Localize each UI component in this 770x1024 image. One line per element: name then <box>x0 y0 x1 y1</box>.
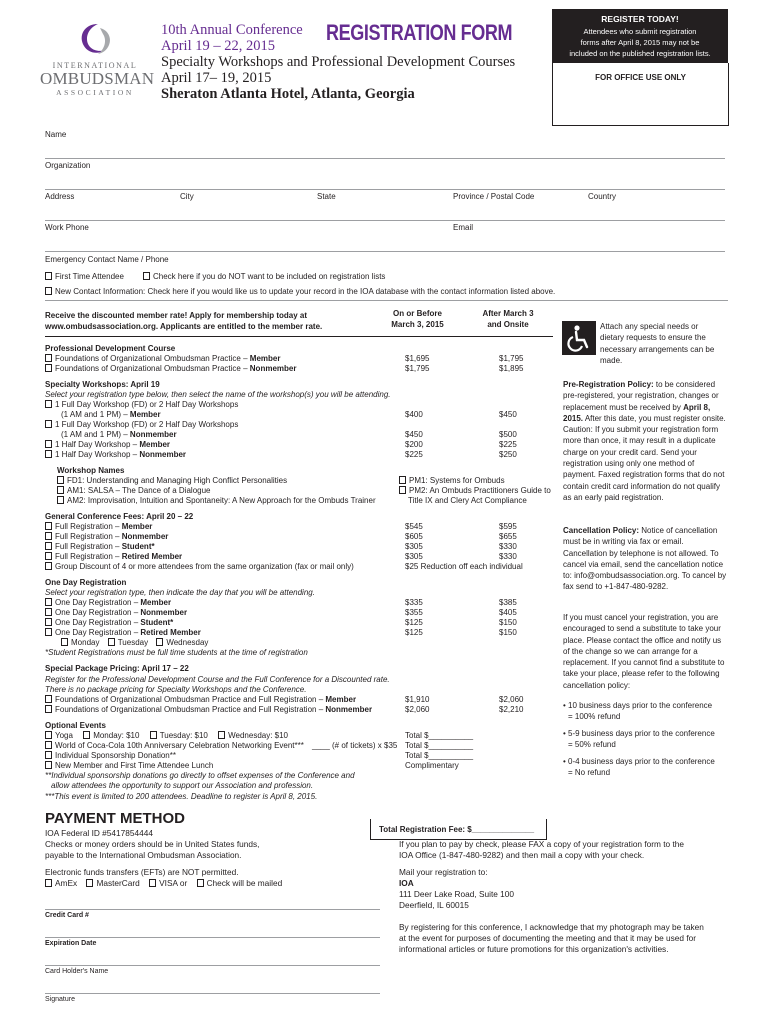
world-of-coca-cola-option[interactable]: World of Coca-Cola 10th Anniversary Celebration Networking Event*** <box>45 741 304 751</box>
first-time-label: First Time Attendee <box>55 272 124 281</box>
price: $450 <box>499 410 517 419</box>
lunch-complimentary: Complimentary <box>405 761 459 770</box>
option-label: 1 Full Day Workshop (FD) or 2 Half Day Workshops <box>55 400 239 409</box>
price: $450 <box>405 430 423 439</box>
student-note: *Student Registrations must be full time students at the time of registration <box>45 648 308 657</box>
checkbox-icon <box>45 440 52 448</box>
pdc-heading: Professional Development Course <box>45 344 176 353</box>
option-label-cont: (1 AM and 1 PM) – Nonmember <box>61 430 177 439</box>
checkbox-icon <box>149 879 156 887</box>
package-heading: Special Package Pricing: April 17 – 22 <box>45 664 189 673</box>
package-instructions-2: There is no package pricing for Specialty Workshops and the Conference. <box>45 685 307 694</box>
cancellation-heading: Cancellation Policy: <box>563 526 640 535</box>
general-group-option[interactable]: Group Discount of 4 or more attendees from the same organization (fax or mail only) <box>45 562 354 572</box>
cancellation-policy: Cancellation Policy: Notice of cancellation must be in writing via fax or email. Cancellation by telephone is not allowed. To cancel via email, send the cancellation notice to: info@ombudsassociation.org. To cancel by fax send to +1-847-480-9282. <box>563 526 727 592</box>
visa-option[interactable]: VISA or <box>149 878 187 888</box>
price: $500 <box>499 430 517 439</box>
checkbox-icon <box>45 628 52 636</box>
register-today-heading: REGISTER TODAY! <box>601 14 679 24</box>
venue: Sheraton Atlanta Hotel, Atlanta, Georgia <box>161 86 415 102</box>
total-fee-box[interactable] <box>370 819 547 840</box>
price: $335 <box>405 598 423 607</box>
checkbox-icon <box>45 364 52 372</box>
checks-note-2: payable to the International Ombudsman Association. <box>45 850 242 860</box>
checkbox-icon <box>399 486 406 494</box>
oneday-instructions: Select your registration type, then indicate the day that you will be attending. <box>45 588 315 597</box>
price: $655 <box>499 532 517 541</box>
checkbox-icon <box>45 608 52 616</box>
price: $1,795 <box>405 364 430 373</box>
general-retired-option[interactable]: Full Registration – Retired Member <box>45 552 182 562</box>
checkbox-icon <box>108 638 115 646</box>
photo-consent-2: at the event for purposes of documenting the meeting and that it may be used for <box>399 933 697 943</box>
general-student-option[interactable]: Full Registration – Student* <box>45 542 155 552</box>
mail-address-2: Deerfield, IL 60015 <box>399 900 469 910</box>
price: $605 <box>405 532 423 541</box>
price: $125 <box>405 628 423 637</box>
checkbox-icon <box>45 552 52 560</box>
checkbox-icon <box>150 731 157 739</box>
tickets-input[interactable]: ____ (# of tickets) x $35 <box>312 741 398 750</box>
expiration-label: Expiration Date <box>45 940 97 947</box>
price: $1,910 <box>405 695 430 704</box>
col2-header-1: After March 3 <box>482 309 534 318</box>
preregistration-policy: Pre-Registration Policy: to be considered pre-registered, your registration, changes or replacement must be received by April 8, 2015. After this date, you must register onsite. Caution: If you submit your registration form more than once, it may result in a duplicate charge on your credit card. Send your registration using only one method of payment. Faxed registration forms that do not contain credit card information do not qualify as an early paid registration. <box>563 380 726 502</box>
oneday-nonmember-option[interactable]: One Day Registration – Nonmember <box>45 608 187 618</box>
checkbox-icon <box>45 879 52 887</box>
organization-label: Organization <box>45 161 91 170</box>
yoga-total[interactable]: Total $__________ <box>405 731 474 740</box>
checkbox-icon <box>45 400 52 408</box>
tuesday-option[interactable]: Tuesday <box>108 638 148 647</box>
workshop-half-member-option[interactable]: 1 Half Day Workshop – Member <box>45 440 170 450</box>
price: $150 <box>499 618 517 627</box>
col1-header-1: On or Before <box>393 309 442 318</box>
price: $1,895 <box>499 364 524 373</box>
price: $2,060 <box>499 695 524 704</box>
refund-10-days: • 10 business days prior to the conference = 100% refund <box>563 701 713 722</box>
pdc-member-option[interactable] <box>45 354 280 364</box>
price: $150 <box>499 628 517 637</box>
price: $200 <box>405 440 423 449</box>
office-use-label: FOR OFFICE USE ONLY <box>595 73 686 82</box>
monday-option[interactable]: Monday <box>61 638 99 647</box>
general-nonmember-option[interactable]: Full Registration – Nonmember <box>45 532 168 542</box>
fax-note-2: IOA Office (1-847-480-9282) and then mail a copy with your check. <box>399 850 645 860</box>
checkbox-icon <box>45 618 52 626</box>
price: $385 <box>499 598 517 607</box>
price: $125 <box>405 618 423 627</box>
event-limit-note: ***This event is limited to 200 attendees. Deadline to register is April 8, 2015. <box>45 792 318 801</box>
price: $1,795 <box>499 354 524 363</box>
sponsorship-note-1: **Individual sponsorship donations go directly to offset expenses of the Conference and <box>45 771 355 780</box>
price: $330 <box>499 552 517 561</box>
price: $545 <box>405 522 423 531</box>
prereg-heading: Pre-Registration Policy: <box>563 380 654 389</box>
checkbox-icon <box>83 731 90 739</box>
checkbox-icon <box>45 705 52 713</box>
checkbox-icon <box>218 731 225 739</box>
logo-swirl-icon <box>76 22 116 58</box>
logo-text-ombudsman: OMBUDSMAN <box>40 69 155 88</box>
option-label-cont: Title IX and Clery Act Compliance <box>408 496 527 505</box>
yoga-options <box>45 731 288 741</box>
register-today-line1: Attendees who submit registration <box>583 27 697 36</box>
oneday-student-option[interactable]: One Day Registration – Student* <box>45 618 173 628</box>
mail-address-1: 111 Deer Lake Road, Suite 100 <box>399 889 515 899</box>
oneday-member-option[interactable]: One Day Registration – Member <box>45 598 171 608</box>
first-time-checkbox[interactable] <box>45 272 124 282</box>
workshop-names-heading: Workshop Names <box>57 466 125 475</box>
workshops-instructions: Select your registration type below, then select the name of the workshop(s) you will be attending. <box>45 390 391 399</box>
price: $305 <box>405 552 423 561</box>
photo-consent-3: informational articles or future promotions for this organization's activities. <box>399 944 669 954</box>
pdc-nonmember-option[interactable] <box>45 364 296 374</box>
checkbox-icon <box>45 532 52 540</box>
checkbox-icon <box>57 486 64 494</box>
address-row[interactable] <box>45 192 725 221</box>
check-option[interactable]: Check will be mailed <box>197 878 283 888</box>
fax-note-1: If you plan to pay by check, please FAX a copy of your registration form to the <box>399 839 685 849</box>
province-label: Province / Postal Code <box>453 192 535 201</box>
work-phone-label: Work Phone <box>45 223 89 232</box>
expiration-line[interactable] <box>45 937 380 938</box>
name-field[interactable] <box>45 130 725 159</box>
checkbox-icon <box>57 496 64 504</box>
checkbox-icon <box>156 638 163 646</box>
package-nonmember-option[interactable]: Foundations of Organizational Ombudsman Practice and Full Registration – Nonmember <box>45 705 372 715</box>
yoga-wednesday-option[interactable]: Wednesday: $10 <box>218 731 288 740</box>
card-number-line[interactable] <box>45 909 380 910</box>
exclude-checkbox[interactable] <box>143 272 385 282</box>
checkbox-icon <box>143 272 150 280</box>
member-note-line2: www.ombudsassociation.org. Applicants are entitled to the member rate. <box>45 322 323 331</box>
courses-title: Specialty Workshops and Professional Development Courses <box>161 54 516 70</box>
checkbox-icon <box>45 598 52 606</box>
price: $250 <box>499 450 517 459</box>
package-instructions-1: Register for the Professional Development Course and the Full Conference for a Discounted rate. <box>45 675 390 684</box>
new-contact-label: New Contact Information: Check here if you would like us to update your record in the IOA database with the contact information listed above. <box>55 287 556 296</box>
amex-option[interactable]: AmEx <box>45 878 77 888</box>
yoga-option[interactable]: Yoga <box>45 731 73 740</box>
checkbox-icon <box>45 287 52 295</box>
office-use-box <box>552 63 729 126</box>
option-label: Foundations of Organizational Ombudsman Practice – <box>55 354 250 363</box>
checkbox-icon <box>399 476 406 484</box>
price: $400 <box>405 410 423 419</box>
substitute-note: If you must cancel your registration, you are encouraged to send a substitute to take your place. Please contact the office and notify us of the change so we can arrange for a replacement. If you cannot find a substitute to take your place, please refer to the following cancellation policy: <box>563 613 725 690</box>
price: $225 <box>405 450 423 459</box>
checkbox-icon <box>45 741 52 749</box>
checkbox-icon <box>45 354 52 362</box>
special-needs-note: Attach any special needs or dietary requests to ensure the necessary arrangements can be made. <box>600 322 715 365</box>
workshops-heading: Specialty Workshops: April 19 <box>45 380 160 389</box>
conference-title: 10th Annual Conference <box>161 22 303 38</box>
oneday-heading: One Day Registration <box>45 578 127 587</box>
price: $225 <box>499 440 517 449</box>
phone-email-row[interactable] <box>45 223 725 252</box>
workshop-half-nonmember-option[interactable]: 1 Half Day Workshop – Nonmember <box>45 450 186 460</box>
workshop-pm1-option[interactable]: PM1: Systems for Ombuds <box>399 476 505 486</box>
holder-line[interactable] <box>45 965 380 966</box>
accessibility-icon <box>562 321 596 355</box>
checkbox-icon <box>197 879 204 887</box>
col2-header-2: and Onsite <box>487 320 529 329</box>
price: $405 <box>499 608 517 617</box>
checkbox-icon <box>45 562 52 570</box>
refund-5-9-days: • 5-9 business days prior to the conference = 50% refund <box>563 729 715 750</box>
checkbox-icon <box>45 542 52 550</box>
checkbox-icon <box>45 761 52 769</box>
signature-label: Signature <box>45 996 75 1003</box>
checkbox-icon <box>45 272 52 280</box>
organization-field[interactable] <box>45 161 725 190</box>
package-member-option[interactable]: Foundations of Organizational Ombudsman Practice and Full Registration – Member <box>45 695 356 705</box>
col1-header-2: March 3, 2015 <box>391 320 444 329</box>
mail-label: Mail your registration to: <box>399 867 488 877</box>
eft-note: Electronic funds transfers (EFTs) are NOT permitted. <box>45 867 239 877</box>
divider <box>45 300 728 301</box>
option-type: Member <box>249 354 281 363</box>
price: $330 <box>499 542 517 551</box>
address-label: Address <box>45 192 75 201</box>
yoga-monday-option[interactable]: Monday: $10 <box>83 731 139 740</box>
checkbox-icon <box>45 522 52 530</box>
option-label-cont: (1 AM and 1 PM) – Member <box>61 410 161 419</box>
mail-name: IOA <box>399 878 414 888</box>
ioa-logo <box>40 20 155 105</box>
state-label: State <box>317 192 336 201</box>
workshop-pm2-option[interactable]: PM2: An Ombuds Practitioners Guide to <box>399 486 551 496</box>
general-member-option[interactable]: Full Registration – Member <box>45 522 152 532</box>
wheelchair-icon <box>562 321 596 355</box>
payment-heading: PAYMENT METHOD <box>45 810 186 827</box>
sponsorship-note-2: allow attendees the opportunity to support our Association and profession. <box>51 781 314 790</box>
exclude-label: Check here if you do NOT want to be included on registration lists <box>153 272 386 281</box>
price: $25 Reduction off each individual <box>405 562 523 571</box>
checkbox-icon <box>45 450 52 458</box>
oneday-retired-option[interactable]: One Day Registration – Retired Member <box>45 628 201 638</box>
checkbox-icon <box>45 695 52 703</box>
option-type: Nonmember <box>249 364 297 373</box>
sponsorship-option[interactable]: Individual Sponsorship Donation** <box>45 751 176 761</box>
price: $2,210 <box>499 705 524 714</box>
card-number-label: Credit Card # <box>45 912 89 919</box>
new-contact-checkbox[interactable] <box>45 287 555 297</box>
mastercard-option[interactable]: MasterCard <box>86 878 139 888</box>
emergency-label: Emergency Contact Name / Phone <box>45 255 169 264</box>
lunch-option[interactable]: New Member and First Time Attendee Lunch <box>45 761 213 771</box>
checkbox-icon <box>61 638 68 646</box>
checkbox-icon <box>45 420 52 428</box>
wednesday-option[interactable]: Wednesday <box>156 638 208 647</box>
oneday-day-options <box>61 638 208 648</box>
register-today-line3: included on the published registration lists. <box>569 49 711 58</box>
option-label: Foundations of Organizational Ombudsman Practice – <box>55 364 250 373</box>
workshop-am2-option[interactable]: AM2: Improvisation, Intuition and Spontaneity: A New Approach for the Ombuds Trainer <box>57 496 376 506</box>
photo-consent-1: By registering for this conference, I acknowledge that my photograph may be taken <box>399 922 704 932</box>
sponsorship-total[interactable]: Total $__________ <box>405 751 474 760</box>
name-label: Name <box>45 130 67 139</box>
payment-options <box>45 878 282 889</box>
checkbox-icon <box>86 879 93 887</box>
form-title: REGISTRATION FORM <box>326 20 513 45</box>
city-label: City <box>180 192 194 201</box>
logo-text-international: INTERNATIONAL <box>52 61 138 70</box>
refund-0-4-days: • 0-4 business days prior to the conference = No refund <box>563 757 715 778</box>
price: $2,060 <box>405 705 430 714</box>
checkbox-icon <box>45 751 52 759</box>
checkbox-icon <box>57 476 64 484</box>
world-total[interactable]: Total $__________ <box>405 741 474 750</box>
checkbox-icon <box>45 731 52 739</box>
signature-line[interactable] <box>45 993 380 994</box>
total-fee-label: Total Registration Fee: $______________ <box>379 825 535 834</box>
workshop-fd-nonmember-option[interactable] <box>45 420 238 430</box>
courses-dates: April 17– 19, 2015 <box>161 70 272 86</box>
workshop-am1-option[interactable]: AM1: SALSA – The Dance of a Dialogue <box>57 486 211 496</box>
price: $355 <box>405 608 423 617</box>
price: $595 <box>499 522 517 531</box>
checks-note-1: Checks or money orders should be in United States funds, <box>45 839 260 849</box>
workshop-fd-member-option[interactable] <box>45 400 238 410</box>
register-today-box <box>552 9 728 63</box>
conference-dates: April 19 – 22, 2015 <box>161 38 275 54</box>
workshop-fd1-option[interactable]: FD1: Understanding and Managing High Conflict Personalities <box>57 476 287 486</box>
holder-label: Card Holder's Name <box>45 968 109 975</box>
register-today-line2: forms after April 8, 2015 may not be <box>580 38 700 47</box>
federal-id: IOA Federal ID #5417854444 <box>45 828 153 838</box>
logo-text-association: ASSOCIATION <box>56 88 134 97</box>
price: $1,695 <box>405 354 430 363</box>
email-label: Email <box>453 223 474 232</box>
member-note-line1: Receive the discounted member rate! Apply for membership today at <box>45 311 307 320</box>
yoga-tuesday-option[interactable]: Tuesday: $10 <box>150 731 208 740</box>
optional-heading: Optional Events <box>45 721 106 730</box>
price: $305 <box>405 542 423 551</box>
table-divider <box>45 336 553 337</box>
country-label: Country <box>588 192 617 201</box>
general-heading: General Conference Fees: April 20 – 22 <box>45 512 194 521</box>
option-label: 1 Full Day Workshop (FD) or 2 Half Day Workshops <box>55 420 239 429</box>
